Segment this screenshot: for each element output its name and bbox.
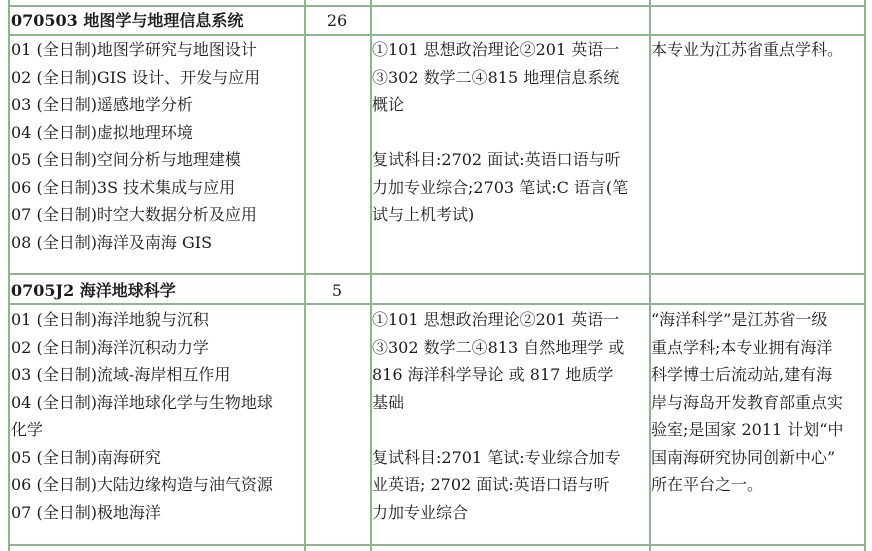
exam-subjects: [372, 306, 624, 526]
direction-item: 01 (全日制)地图学研究与地图设计: [11, 40, 257, 59]
table-border-left: [8, 0, 10, 551]
row-divider: [8, 544, 866, 546]
remark-line: 所在平台之一。: [651, 475, 764, 494]
exam-line: ①101 思想政治理论②201 英语一: [372, 40, 620, 59]
direction-item: 02 (全日制)GIS 设计、开发与应用: [11, 67, 261, 87]
direction-item: 06 (全日制)大陆边缘构造与油气资源: [11, 475, 273, 494]
table-divider-1: [304, 0, 306, 551]
exam-subjects: [372, 36, 628, 229]
exam-line: 试与上机考试): [372, 205, 475, 224]
exam-line: [372, 416, 624, 444]
direction-item: 03 (全日制)流域-海岸相互作用: [11, 365, 231, 384]
exam-line: 概论: [372, 95, 405, 114]
direction-item: 05 (全日制)空间分析与地理建模: [11, 150, 241, 169]
major-title: 070503 地图学与地理信息系统: [11, 11, 244, 30]
exam-line: ③302 数学二④815 地理信息系统: [372, 67, 620, 87]
direction-item: 02 (全日制)海洋沉积动力学: [11, 337, 209, 357]
row-divider: [8, 273, 866, 275]
remark-line: 岸与海岛开发教育部重点实: [651, 392, 844, 412]
direction-item: 05 (全日制)南海研究: [11, 447, 161, 467]
research-directions: [11, 36, 260, 256]
exam-line: 力加专业综合: [372, 502, 469, 522]
exam-line: ①101 思想政治理论②201 英语一: [372, 310, 620, 329]
enrollment-count: 26: [326, 11, 348, 30]
remark-line: 科学博士后流动站,建有海: [651, 365, 833, 384]
direction-item: 化学: [11, 420, 44, 439]
remarks: [651, 306, 843, 499]
exam-line: 816 海洋科学导论 或 817 地质学: [372, 365, 614, 384]
remark-line: 验室;是国家 2011 计划“中: [651, 420, 844, 439]
remark-line: 重点学科;本专业拥有海洋: [651, 337, 833, 357]
table-border-right: [864, 0, 866, 551]
remarks: [651, 36, 843, 64]
exam-line: 业英语; 2702 面试:英语口语与听: [372, 475, 610, 494]
direction-item: 01 (全日制)海洋地貌与沉积: [11, 310, 209, 329]
exam-line: 基础: [372, 392, 405, 412]
direction-item: 04 (全日制)海洋地球化学与生物地球: [11, 392, 273, 412]
exam-line: [372, 119, 628, 147]
direction-item: 04 (全日制)虚拟地理环境: [11, 122, 193, 142]
enrollment-count: 5: [331, 281, 343, 300]
remark-line: 本专业为江苏省重点学科。: [651, 40, 844, 59]
exam-line: 复试科目:2701 笔试:专业综合加专: [372, 447, 621, 467]
direction-item: 08 (全日制)海洋及南海 GIS: [11, 232, 213, 252]
direction-item: 07 (全日制)时空大数据分析及应用: [11, 205, 257, 224]
major-title: 0705J2 海洋地球科学: [11, 281, 176, 300]
exam-line: ③302 数学二④813 自然地理学 或: [372, 337, 625, 357]
direction-item: 06 (全日制)3S 技术集成与应用: [11, 177, 236, 197]
exam-line: 复试科目:2702 面试:英语口语与听: [372, 150, 621, 169]
research-directions: [11, 306, 273, 526]
exam-line: 力加专业综合;2703 笔试:C 语言(笔: [372, 177, 629, 197]
remark-line: 国南海研究协同创新中心”: [651, 447, 836, 467]
remark-line: “海洋科学”是江苏省一级: [651, 310, 828, 329]
direction-item: 03 (全日制)遥感地学分析: [11, 95, 193, 114]
direction-item: 07 (全日制)极地海洋: [11, 502, 161, 522]
